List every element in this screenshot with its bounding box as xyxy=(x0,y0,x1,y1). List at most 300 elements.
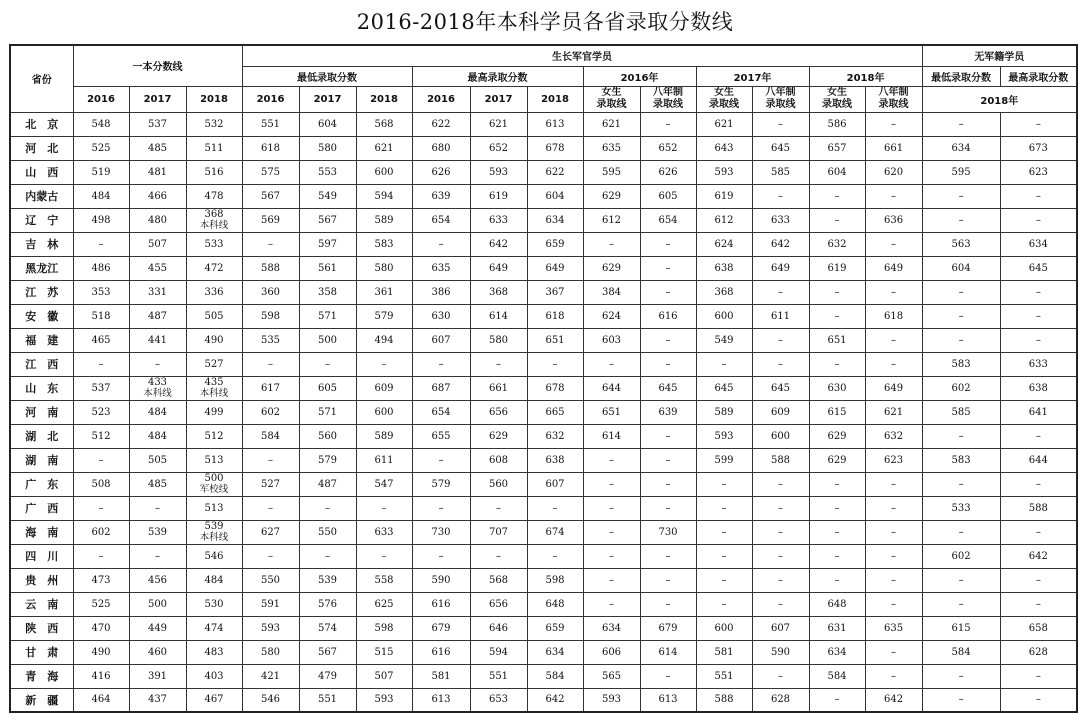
score-cell: 483 xyxy=(186,640,242,664)
score-cell: 656 xyxy=(470,400,527,424)
score-cell: 654 xyxy=(412,400,470,424)
score-cell: – xyxy=(640,592,696,616)
score-cell: – xyxy=(1000,688,1077,712)
score-cell: 608 xyxy=(470,448,527,472)
score-cell: 532 xyxy=(186,112,242,136)
score-cell: 558 xyxy=(356,568,412,592)
score-cell: 600 xyxy=(696,616,752,640)
score-cell: 607 xyxy=(527,472,583,496)
score-cell: 470 xyxy=(73,616,129,640)
score-cell: – xyxy=(527,544,583,568)
score-cell: – xyxy=(583,496,640,520)
score-cell: 622 xyxy=(412,112,470,136)
score-cell: 575 xyxy=(242,160,299,184)
score-cell: 593 xyxy=(470,160,527,184)
score-cell: 651 xyxy=(809,328,865,352)
score-cell: 583 xyxy=(356,232,412,256)
score-cell: – xyxy=(922,592,1000,616)
score-cell: 533 xyxy=(186,232,242,256)
score-cell: 636 xyxy=(865,208,922,232)
score-cell: 604 xyxy=(299,112,356,136)
score-cell: 549 xyxy=(299,184,356,208)
female-line-header: 女生 录取线 xyxy=(583,86,640,112)
header-nm-min: 最低录取分数 xyxy=(922,66,1000,86)
score-cell: 607 xyxy=(412,328,470,352)
score-cell: – xyxy=(640,352,696,376)
score-cell: 478 xyxy=(186,184,242,208)
score-cell: 548 xyxy=(73,112,129,136)
score-cell: 487 xyxy=(299,472,356,496)
score-cell: 634 xyxy=(922,136,1000,160)
score-cell: – xyxy=(752,328,809,352)
score-cell: 585 xyxy=(922,400,1000,424)
score-cell: 629 xyxy=(470,424,527,448)
score-cell: – xyxy=(583,352,640,376)
female-line-header: 女生 录取线 xyxy=(696,86,752,112)
score-cell: 484 xyxy=(129,400,186,424)
score-cell: 654 xyxy=(640,208,696,232)
score-cell: 584 xyxy=(922,640,1000,664)
score-cell: 467 xyxy=(186,688,242,712)
score-cell: 634 xyxy=(527,208,583,232)
table-row xyxy=(10,112,1077,136)
year-header: 2017 xyxy=(129,86,186,112)
score-cell: 589 xyxy=(356,424,412,448)
score-cell: 551 xyxy=(470,664,527,688)
score-cell: 645 xyxy=(640,376,696,400)
score-cell: 651 xyxy=(583,400,640,424)
score-cell: – xyxy=(809,280,865,304)
score-cell: 527 xyxy=(242,472,299,496)
score-cell: 618 xyxy=(527,304,583,328)
score-cell: – xyxy=(922,304,1000,328)
score-cell: – xyxy=(640,664,696,688)
score-cell: – xyxy=(922,688,1000,712)
score-cell: – xyxy=(73,544,129,568)
province-cell: 内蒙古 xyxy=(10,184,73,208)
score-cell: 484 xyxy=(129,424,186,448)
score-cell: 621 xyxy=(865,400,922,424)
score-cell: 649 xyxy=(470,256,527,280)
score-cell: 584 xyxy=(527,664,583,688)
score-cell: – xyxy=(865,592,922,616)
score-cell: 611 xyxy=(356,448,412,472)
score-cell: 649 xyxy=(527,256,583,280)
province-cell: 陕 西 xyxy=(10,616,73,640)
score-cell: 484 xyxy=(186,568,242,592)
score-cell: 487 xyxy=(129,304,186,328)
score-cell: 600 xyxy=(752,424,809,448)
score-cell: – xyxy=(865,232,922,256)
province-cell: 河 北 xyxy=(10,136,73,160)
score-cell: 607 xyxy=(752,616,809,640)
score-cell: 658 xyxy=(1000,616,1077,640)
score-value: 500 xyxy=(204,473,224,484)
score-cell: – xyxy=(752,472,809,496)
score-cell: 481 xyxy=(129,160,186,184)
score-cell: 648 xyxy=(809,592,865,616)
province-cell: 青 海 xyxy=(10,664,73,688)
score-cell: 645 xyxy=(752,136,809,160)
score-cell: – xyxy=(129,352,186,376)
score-cell: – xyxy=(809,304,865,328)
score-cell: 523 xyxy=(73,400,129,424)
score-cell: 416 xyxy=(73,664,129,688)
score-cell: 621 xyxy=(470,112,527,136)
score-cell: 602 xyxy=(922,544,1000,568)
score-cell: – xyxy=(809,544,865,568)
score-cell: 661 xyxy=(470,376,527,400)
score-cell: 499 xyxy=(186,400,242,424)
eight-year-line-header: 八年制 录取线 xyxy=(640,86,696,112)
table-row xyxy=(10,472,1077,496)
score-cell: 659 xyxy=(527,232,583,256)
score-cell: – xyxy=(696,568,752,592)
score-cell xyxy=(186,376,242,400)
score-cell: – xyxy=(73,496,129,520)
score-cell: 568 xyxy=(356,112,412,136)
score-cell: 642 xyxy=(1000,544,1077,568)
province-cell: 黑龙江 xyxy=(10,256,73,280)
score-cell: – xyxy=(696,592,752,616)
score-cell: – xyxy=(865,472,922,496)
score-note: 本科线 xyxy=(199,388,229,399)
table-row xyxy=(10,688,1077,712)
score-cell: – xyxy=(1000,664,1077,688)
score-cell: 613 xyxy=(527,112,583,136)
province-cell: 辽 宁 xyxy=(10,208,73,232)
score-cell: 368 xyxy=(470,280,527,304)
score-cell: 593 xyxy=(356,688,412,712)
score-cell: – xyxy=(299,544,356,568)
score-cell: – xyxy=(809,472,865,496)
score-cell: 494 xyxy=(356,328,412,352)
score-cell: 580 xyxy=(242,640,299,664)
score-cell: – xyxy=(865,568,922,592)
header-nm-max: 最高录取分数 xyxy=(1000,66,1077,86)
score-cell: 649 xyxy=(752,256,809,280)
score-cell: – xyxy=(1000,592,1077,616)
score-cell: 659 xyxy=(527,616,583,640)
score-cell: 600 xyxy=(356,160,412,184)
score-cell: 579 xyxy=(356,304,412,328)
score-cell: 619 xyxy=(470,184,527,208)
score-cell: 616 xyxy=(640,304,696,328)
score-cell: – xyxy=(527,496,583,520)
score-cell: – xyxy=(865,352,922,376)
score-cell: – xyxy=(412,232,470,256)
score-cell: – xyxy=(922,112,1000,136)
score-cell: 674 xyxy=(527,520,583,544)
year-header: 2016 xyxy=(73,86,129,112)
score-cell: 632 xyxy=(865,424,922,448)
score-cell: 583 xyxy=(922,352,1000,376)
score-cell: – xyxy=(1000,568,1077,592)
score-cell: 615 xyxy=(809,400,865,424)
score-cell: 513 xyxy=(186,496,242,520)
score-cell: – xyxy=(242,496,299,520)
score-cell: 632 xyxy=(809,232,865,256)
table-row xyxy=(10,400,1077,424)
score-cell: 490 xyxy=(186,328,242,352)
score-cell: 648 xyxy=(527,592,583,616)
score-cell: 368 xyxy=(696,280,752,304)
score-cell: 505 xyxy=(186,304,242,328)
score-cell: 638 xyxy=(527,448,583,472)
score-cell: 614 xyxy=(583,424,640,448)
score-cell: 638 xyxy=(1000,376,1077,400)
score-cell: – xyxy=(73,352,129,376)
score-value: 368 xyxy=(204,209,224,220)
score-cell: 581 xyxy=(696,640,752,664)
score-cell: 569 xyxy=(242,208,299,232)
score-cell: – xyxy=(640,256,696,280)
table-row xyxy=(10,424,1077,448)
score-cell: 644 xyxy=(1000,448,1077,472)
score-cell: – xyxy=(470,352,527,376)
score-cell: 609 xyxy=(752,400,809,424)
score-cell: 611 xyxy=(752,304,809,328)
score-cell: 645 xyxy=(1000,256,1077,280)
score-cell: 642 xyxy=(752,232,809,256)
score-note: 本科线 xyxy=(199,220,229,231)
table-row xyxy=(10,448,1077,472)
score-cell: – xyxy=(129,544,186,568)
score-cell: – xyxy=(356,496,412,520)
table-row xyxy=(10,496,1077,520)
table-row xyxy=(10,256,1077,280)
province-cell: 福 建 xyxy=(10,328,73,352)
score-cell: – xyxy=(412,448,470,472)
score-cell: 626 xyxy=(412,160,470,184)
score-cell: 593 xyxy=(242,616,299,640)
score-cell: – xyxy=(865,280,922,304)
score-cell: 537 xyxy=(73,376,129,400)
score-cell: – xyxy=(640,280,696,304)
score-cell: 604 xyxy=(809,160,865,184)
score-cell: – xyxy=(1000,424,1077,448)
header-max-score: 最高录取分数 xyxy=(412,66,583,86)
score-cell: 707 xyxy=(470,520,527,544)
score-cell: 519 xyxy=(73,160,129,184)
header-no-military: 无军籍学员 xyxy=(922,45,1077,66)
score-cell: – xyxy=(583,568,640,592)
score-cell: – xyxy=(470,496,527,520)
eight-year-line-header: 八年制 录取线 xyxy=(752,86,809,112)
score-cell: 599 xyxy=(696,448,752,472)
score-value: 435 xyxy=(204,377,224,388)
score-cell: 680 xyxy=(412,136,470,160)
score-cell: 612 xyxy=(696,208,752,232)
score-cell: 593 xyxy=(583,688,640,712)
score-cell: – xyxy=(752,592,809,616)
score-cell: 472 xyxy=(186,256,242,280)
score-cell: – xyxy=(752,568,809,592)
score-cell: – xyxy=(922,184,1000,208)
score-cell: – xyxy=(1000,184,1077,208)
score-cell: 625 xyxy=(356,592,412,616)
score-cell: 533 xyxy=(922,496,1000,520)
score-cell: – xyxy=(1000,328,1077,352)
score-cell: 629 xyxy=(583,184,640,208)
score-cell: – xyxy=(640,496,696,520)
score-cell: 560 xyxy=(470,472,527,496)
header-cadet: 生长军官学员 xyxy=(242,45,922,66)
score-cell: – xyxy=(865,328,922,352)
score-cell: 505 xyxy=(129,448,186,472)
score-cell: 464 xyxy=(73,688,129,712)
score-cell: 635 xyxy=(583,136,640,160)
score-cell: 613 xyxy=(412,688,470,712)
score-cell: 449 xyxy=(129,616,186,640)
score-cell: 551 xyxy=(299,688,356,712)
score-cell: – xyxy=(696,496,752,520)
score-cell: 665 xyxy=(527,400,583,424)
score-cell: 460 xyxy=(129,640,186,664)
score-cell: 616 xyxy=(412,640,470,664)
province-cell: 山 东 xyxy=(10,376,73,400)
score-cell: – xyxy=(356,352,412,376)
score-cell: 598 xyxy=(242,304,299,328)
score-cell: 730 xyxy=(412,520,470,544)
score-cell: – xyxy=(752,496,809,520)
score-value: 433 xyxy=(147,377,168,388)
score-cell: 437 xyxy=(129,688,186,712)
score-cell: 641 xyxy=(1000,400,1077,424)
province-cell: 湖 南 xyxy=(10,448,73,472)
table-row xyxy=(10,136,1077,160)
admission-score-table xyxy=(9,44,1078,713)
score-cell: 391 xyxy=(129,664,186,688)
score-cell: 584 xyxy=(809,664,865,688)
score-cell: – xyxy=(129,496,186,520)
score-cell: 594 xyxy=(470,640,527,664)
score-cell: – xyxy=(865,112,922,136)
score-cell: 403 xyxy=(186,664,242,688)
score-cell: 512 xyxy=(73,424,129,448)
province-cell: 北 京 xyxy=(10,112,73,136)
province-cell: 新 疆 xyxy=(10,688,73,712)
score-cell: 679 xyxy=(640,616,696,640)
score-cell: 441 xyxy=(129,328,186,352)
table-row xyxy=(10,304,1077,328)
score-cell: – xyxy=(922,664,1000,688)
score-cell: 635 xyxy=(412,256,470,280)
score-cell: 590 xyxy=(412,568,470,592)
score-cell: 619 xyxy=(809,256,865,280)
province-cell: 云 南 xyxy=(10,592,73,616)
score-cell: 580 xyxy=(299,136,356,160)
score-cell: – xyxy=(865,520,922,544)
score-cell: 546 xyxy=(186,544,242,568)
score-cell: 632 xyxy=(527,424,583,448)
score-cell: 336 xyxy=(186,280,242,304)
score-cell: 511 xyxy=(186,136,242,160)
score-cell: 581 xyxy=(412,664,470,688)
score-cell: 358 xyxy=(299,280,356,304)
score-cell: 588 xyxy=(242,256,299,280)
score-cell: 571 xyxy=(299,304,356,328)
score-cell: – xyxy=(640,328,696,352)
score-cell: 361 xyxy=(356,280,412,304)
score-cell: 486 xyxy=(73,256,129,280)
score-cell: – xyxy=(1000,280,1077,304)
table-row xyxy=(10,328,1077,352)
score-cell: 561 xyxy=(299,256,356,280)
score-cell: – xyxy=(752,664,809,688)
score-cell: – xyxy=(527,352,583,376)
score-cell: 585 xyxy=(752,160,809,184)
score-cell: – xyxy=(752,184,809,208)
score-cell: 537 xyxy=(129,112,186,136)
score-cell: 513 xyxy=(186,448,242,472)
score-cell: 551 xyxy=(242,112,299,136)
score-cell: – xyxy=(752,280,809,304)
score-cell: – xyxy=(696,544,752,568)
table-row xyxy=(10,616,1077,640)
score-cell: 588 xyxy=(1000,496,1077,520)
score-cell: – xyxy=(696,520,752,544)
province-cell: 广 西 xyxy=(10,496,73,520)
score-cell: 633 xyxy=(1000,352,1077,376)
score-cell: 539 xyxy=(129,520,186,544)
score-cell: 500 xyxy=(129,592,186,616)
score-cell: 571 xyxy=(299,400,356,424)
score-cell: – xyxy=(1000,472,1077,496)
score-cell: 515 xyxy=(356,640,412,664)
province-cell: 广 东 xyxy=(10,472,73,496)
score-cell: 588 xyxy=(752,448,809,472)
score-cell: 635 xyxy=(865,616,922,640)
header-min-score: 最低录取分数 xyxy=(242,66,412,86)
province-cell: 甘 肃 xyxy=(10,640,73,664)
score-cell: 500 xyxy=(299,328,356,352)
score-cell: 479 xyxy=(299,664,356,688)
score-cell: – xyxy=(583,544,640,568)
score-cell: 530 xyxy=(186,592,242,616)
score-cell: – xyxy=(922,280,1000,304)
table-row xyxy=(10,160,1077,184)
score-cell: – xyxy=(1000,112,1077,136)
score-cell: 595 xyxy=(583,160,640,184)
header-2018: 2018年 xyxy=(809,66,922,86)
province-cell: 安 徽 xyxy=(10,304,73,328)
score-cell: 657 xyxy=(809,136,865,160)
score-cell: 615 xyxy=(922,616,1000,640)
score-cell: 485 xyxy=(129,136,186,160)
score-cell: – xyxy=(1000,304,1077,328)
table-row xyxy=(10,544,1077,568)
score-cell: – xyxy=(809,496,865,520)
score-cell: 598 xyxy=(356,616,412,640)
score-cell: – xyxy=(640,544,696,568)
score-cell: 480 xyxy=(129,208,186,232)
score-cell: 466 xyxy=(129,184,186,208)
score-cell: 624 xyxy=(583,304,640,328)
score-cell: 550 xyxy=(299,520,356,544)
score-cell: – xyxy=(696,472,752,496)
score-cell: 588 xyxy=(696,688,752,712)
score-cell: – xyxy=(922,520,1000,544)
score-cell: 619 xyxy=(696,184,752,208)
score-cell: 628 xyxy=(1000,640,1077,664)
score-note: 军校线 xyxy=(199,484,229,495)
score-cell: 567 xyxy=(299,640,356,664)
score-cell: 622 xyxy=(527,160,583,184)
score-cell: – xyxy=(809,208,865,232)
year-header: 2016 xyxy=(412,86,470,112)
score-cell: 507 xyxy=(129,232,186,256)
